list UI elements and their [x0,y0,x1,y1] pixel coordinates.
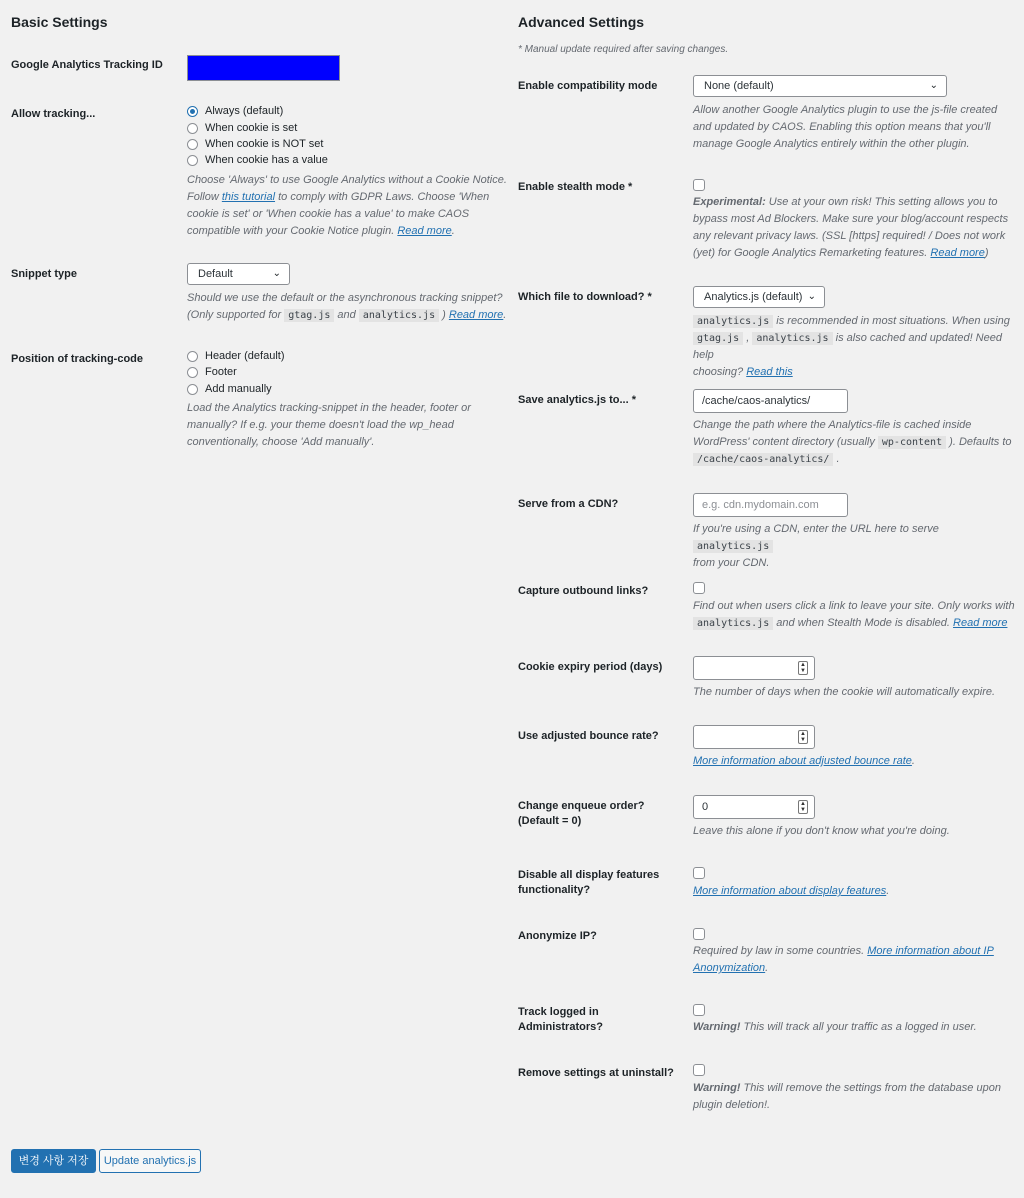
desc-text: . [503,309,507,321]
desc-line: any relevant privacy laws. (SSL [https] required! / Does not work [693,230,1006,242]
display-features-description [693,883,1021,900]
radio-label: Footer [205,366,237,378]
spinner-icon[interactable]: ▲ ▼ [798,800,808,814]
radio-icon[interactable] [187,367,198,378]
label-line: Track logged in [518,1006,599,1018]
outbound-read-more-link[interactable]: Read more [953,617,1008,629]
track-admins-checkbox[interactable] [693,1004,705,1016]
code-analytics: analytics.js [359,309,439,322]
desc-text: and [334,309,359,321]
label-line: functionality? [518,884,591,896]
desc-line: Choose 'Always' to use Google Analytics without a Cookie Notice. [187,174,507,186]
select-value: Analytics.js (default) [704,291,803,303]
code-cache-path: /cache/caos-analytics/ [693,453,833,466]
allow-tracking-option-cookie-not-set[interactable] [187,138,323,150]
desc-text: Use at your own risk! This setting allows you to [765,196,998,208]
stealth-mode-checkbox[interactable] [693,179,705,191]
position-option-manual[interactable] [187,383,272,395]
track-admins-label [518,1005,603,1035]
radio-label: When cookie has a value [205,154,328,166]
desc-strong: Warning! [693,1021,741,1033]
snippet-type-description [187,290,507,324]
desc-text: Follow [187,191,222,203]
anonymize-ip-description [693,943,1021,977]
desc-line: Allow another Google Analytics plugin to use the js-file created [693,104,998,116]
desc-text: (Only supported for [187,309,285,321]
anonymization-info-link-cont[interactable]: Anonymization [693,962,766,974]
desc-text: This will remove the settings from the database upon [740,1082,1001,1094]
desc-text: choosing? [693,366,747,378]
anonymization-info-link[interactable]: More information about IP [867,945,994,957]
compat-mode-select[interactable] [693,75,947,97]
desc-text: to comply with GDPR Laws. Choose 'When [275,191,490,203]
desc-text: compatible with your Cookie Notice plugin. [187,225,398,237]
remove-settings-description [693,1080,1021,1114]
allow-tracking-option-always[interactable] [187,105,283,117]
chevron-down-icon: ⌄ [929,80,938,91]
display-features-checkbox[interactable] [693,867,705,879]
bounce-rate-label: Use adjusted bounce rate? [518,730,659,742]
read-this-link[interactable]: Read this [746,366,793,378]
radio-label: Header (default) [205,350,285,362]
save-path-label: Save analytics.js to... * [518,394,637,406]
label-line: Disable all display features [518,869,660,881]
radio-label: When cookie is set [205,122,298,134]
radio-icon[interactable] [187,106,198,117]
desc-text: . [886,885,890,897]
outbound-links-label: Capture outbound links? [518,585,649,597]
display-features-label [518,868,659,898]
allow-tracking-option-cookie-value[interactable] [187,154,328,166]
chevron-down-icon: ⌄ [272,268,281,279]
allow-tracking-description [187,172,507,240]
spinner-icon[interactable]: ▲ ▼ [798,661,808,675]
bounce-rate-input[interactable] [693,725,815,749]
desc-line: Change the path where the Analytics-file is cached inside [693,419,972,431]
update-analytics-button[interactable]: Update analytics.js [99,1149,201,1173]
allow-tracking-label: Allow tracking... [11,108,96,120]
file-download-select[interactable] [693,286,825,308]
remove-settings-checkbox[interactable] [693,1064,705,1076]
desc-text: is recommended in most situations. When using [773,315,1010,327]
enqueue-order-input[interactable] [693,795,815,819]
this-tutorial-link[interactable]: this tutorial [221,191,276,203]
stealth-mode-label: Enable stealth mode * [518,181,633,193]
cookie-expiry-description: The number of days when the cookie will automatically expire. [693,686,996,698]
save-changes-button[interactable]: 변경 사항 저장 [11,1149,96,1173]
desc-line: and updated by CAOS. Enabling this option means that you'll [693,121,991,133]
tracking-id-input[interactable] [187,55,340,81]
radio-icon[interactable] [187,384,198,395]
code-analytics: analytics.js [693,315,773,328]
radio-icon[interactable] [187,155,198,166]
snippet-type-select[interactable] [187,263,290,285]
basic-settings-title: Basic Settings [11,14,108,30]
select-value: None (default) [704,80,774,92]
position-option-header[interactable] [187,350,285,362]
compat-mode-description [693,102,1018,153]
manual-update-note: * Manual update required after saving changes. [518,44,729,55]
anonymize-ip-label: Anonymize IP? [518,930,597,942]
code-analytics: analytics.js [693,617,773,630]
allow-tracking-option-cookie-set[interactable] [187,122,297,134]
code-analytics: analytics.js [752,332,832,345]
snippet-type-label: Snippet type [11,268,78,280]
desc-text: . [833,453,840,465]
enqueue-order-label [518,799,645,829]
radio-label: Add manually [205,383,272,395]
radio-icon[interactable] [187,123,198,134]
chevron-down-icon: ⌄ [807,291,816,302]
desc-strong: Experimental: [693,196,766,208]
cookie-expiry-label: Cookie expiry period (days) [518,661,663,673]
desc-line: bypass most Ad Blockers. Make sure your blog/account respects [693,213,1009,225]
tracking-id-label: Google Analytics Tracking ID [11,59,163,71]
radio-label: Always (default) [205,105,284,117]
allow-tracking-read-more-link[interactable]: Read more [397,225,452,237]
desc-text: WordPress' content directory (usually [693,436,878,448]
enqueue-order-description: Leave this alone if you don't know what you're doing. [693,825,950,837]
outbound-links-checkbox[interactable] [693,582,705,594]
stealth-mode-description [693,194,1018,262]
outbound-links-description [693,598,1021,632]
position-label: Position of tracking-code [11,353,144,365]
desc-line: conventionally, choose 'Add manually'. [187,436,375,448]
desc-text: . [911,755,915,767]
file-download-label: Which file to download? * [518,291,652,303]
desc-text: . [765,962,769,974]
compat-mode-label: Enable compatibility mode [518,80,658,92]
cookie-expiry-input[interactable] [693,656,815,680]
radio-icon[interactable] [187,139,198,150]
desc-text: ) [984,247,989,259]
desc-line: manually? If e.g. your theme doesn't load the wp_head [187,419,454,431]
select-value: Default [198,268,233,280]
display-features-info-link[interactable]: More information about display features [693,885,887,897]
position-description [187,400,497,451]
track-admins-description [693,1019,1021,1036]
bounce-rate-info-link[interactable]: More information about adjusted bounce rate [693,755,912,767]
spinner-icon[interactable]: ▲ ▼ [798,730,808,744]
position-option-footer[interactable] [187,366,237,378]
cdn-input[interactable]: e.g. cdn.mydomain.com [693,493,848,517]
desc-text: This will track all your traffic as a logged in user. [740,1021,977,1033]
remove-settings-label: Remove settings at uninstall? [518,1067,674,1079]
desc-strong: Warning! [693,1082,741,1094]
file-download-description [693,313,1021,381]
label-line: Administrators? [518,1021,603,1033]
label-line: Change enqueue order? [518,800,645,812]
code-analytics: analytics.js [693,540,773,553]
desc-line: plugin deletion!. [693,1099,771,1111]
code-gtag: gtag.js [693,332,743,345]
desc-line: manage Google Analytics entirely within the other plugin. [693,138,970,150]
save-path-input[interactable]: /cache/caos-analytics/ [693,389,848,413]
cdn-description [693,521,1021,572]
cdn-label: Serve from a CDN? [518,498,619,510]
desc-line: Load the Analytics tracking-snippet in the header, footer or [187,402,471,414]
desc-text: , [743,332,753,344]
desc-text: Required by law in some countries. [693,945,868,957]
label-line: (Default = 0) [518,815,582,827]
anonymize-ip-checkbox[interactable] [693,928,705,940]
desc-text: and when Stealth Mode is disabled. [773,617,954,629]
desc-text: If you're using a CDN, enter the URL here to serve [693,523,939,535]
desc-text: ). Defaults to [946,436,1012,448]
desc-text: . [451,225,455,237]
desc-text: is also cached and updated! Need help [693,332,1002,361]
snippet-read-more-link[interactable]: Read more [448,309,504,321]
radio-label: When cookie is NOT set [205,138,324,150]
advanced-settings-title: Advanced Settings [518,14,645,30]
desc-line: from your CDN. [693,557,770,569]
desc-line: Find out when users click a link to leave your site. Only works with [693,600,1015,612]
desc-text: ) [439,309,449,321]
bounce-rate-description [693,753,1021,770]
save-path-description [693,417,1021,468]
desc-text: (yet) for Google Analytics Remarketing features. [693,247,931,259]
stealth-read-more-link[interactable]: Read more [930,247,985,259]
input-value: 0 [702,801,709,813]
code-gtag: gtag.js [284,309,334,322]
desc-line: cookie is set' or 'When cookie has a value' to make CAOS [187,208,470,220]
code-wp-content: wp-content [878,436,946,449]
radio-icon[interactable] [187,351,198,362]
desc-line: Should we use the default or the asynchronous tracking snippet? [187,292,503,304]
